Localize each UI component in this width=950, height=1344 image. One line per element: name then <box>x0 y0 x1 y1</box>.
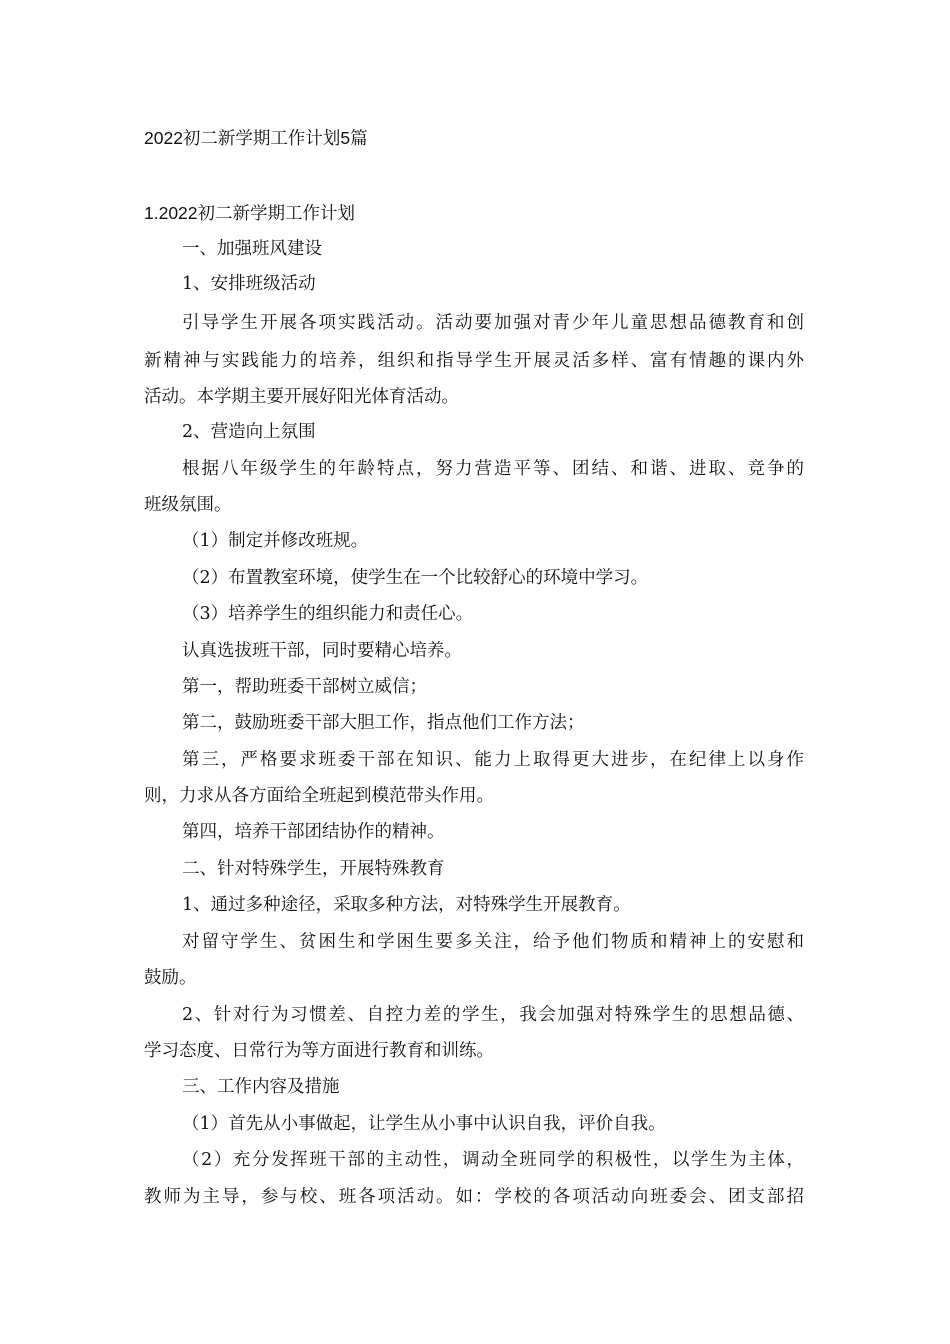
paragraph-line: 1、安排班级活动 <box>182 274 316 294</box>
paragraph-line: 认真选拔班干部，同时要精心培养。 <box>182 641 462 661</box>
paragraph-line: 第三，严格要求班委干部在知识、能力上取得更大进步，在纪律上以身作 <box>182 750 804 770</box>
paragraph-line: 一、加强班风建设 <box>182 239 322 259</box>
paragraph-line: 则，力求从各方面给全班起到模范带头作用。 <box>144 786 494 806</box>
paragraph-line: （3）培养学生的组织能力和责任心。 <box>182 604 474 624</box>
paragraph-line: 教师为主导，参与校、班各项活动。如：学校的各项活动向班委会、团支部招 <box>144 1187 804 1207</box>
paragraph-line: （1）首先从小事做起，让学生从小事中认识自我，评价自我。 <box>182 1114 666 1134</box>
paragraph-line: 第二，鼓励班委干部大胆工作，指点他们工作方法； <box>182 713 585 733</box>
paragraph-line: 1、通过多种途径，采取多种方法，对特殊学生开展教育。 <box>182 895 631 915</box>
paragraph-line: 根据八年级学生的年龄特点，努力营造平等、团结、和谐、进取、竞争的 <box>182 459 804 479</box>
document-title: 2022初二新学期工作计划5篇 <box>144 128 368 148</box>
paragraph-line: 新精神与实践能力的培养，组织和指导学生开展灵活多样、富有情趣的课内外 <box>144 351 804 371</box>
paragraph-line: （2）布置教室环境，使学生在一个比较舒心的环境中学习。 <box>182 568 649 588</box>
paragraph-line: 2、针对行为习惯差、自控力差的学生，我会加强对特殊学生的思想品德、 <box>182 1005 804 1025</box>
paragraph-line: 引导学生开展各项实践活动。活动要加强对青少年儿童思想品德教育和创 <box>182 313 804 333</box>
paragraph-line: 第四，培养干部团结协作的精神。 <box>182 822 445 842</box>
paragraph-line: 二、针对特殊学生，开展特殊教育 <box>182 859 445 879</box>
paragraph-line: （1）制定并修改班规。 <box>182 531 369 551</box>
paragraph-line: （2）充分发挥班干部的主动性，调动全班同学的积极性，以学生为主体， <box>182 1150 804 1170</box>
paragraph-line: 三、工作内容及措施 <box>182 1077 340 1097</box>
paragraph-line: 2、营造向上氛围 <box>182 422 316 442</box>
paragraph-line: 活动。本学期主要开展好阳光体育活动。 <box>144 387 459 407</box>
paragraph-line: 鼓励。 <box>144 968 197 988</box>
paragraph-line: 第一，帮助班委干部树立威信； <box>182 677 427 697</box>
paragraph-line: 学习态度、日常行为等方面进行教育和训练。 <box>144 1041 494 1061</box>
paragraph-line: 班级氛围。 <box>144 495 232 515</box>
section-heading: 1.2022初二新学期工作计划 <box>144 203 356 223</box>
paragraph-line: 对留守学生、贫困生和学困生要多关注，给予他们物质和精神上的安慰和 <box>182 932 804 952</box>
